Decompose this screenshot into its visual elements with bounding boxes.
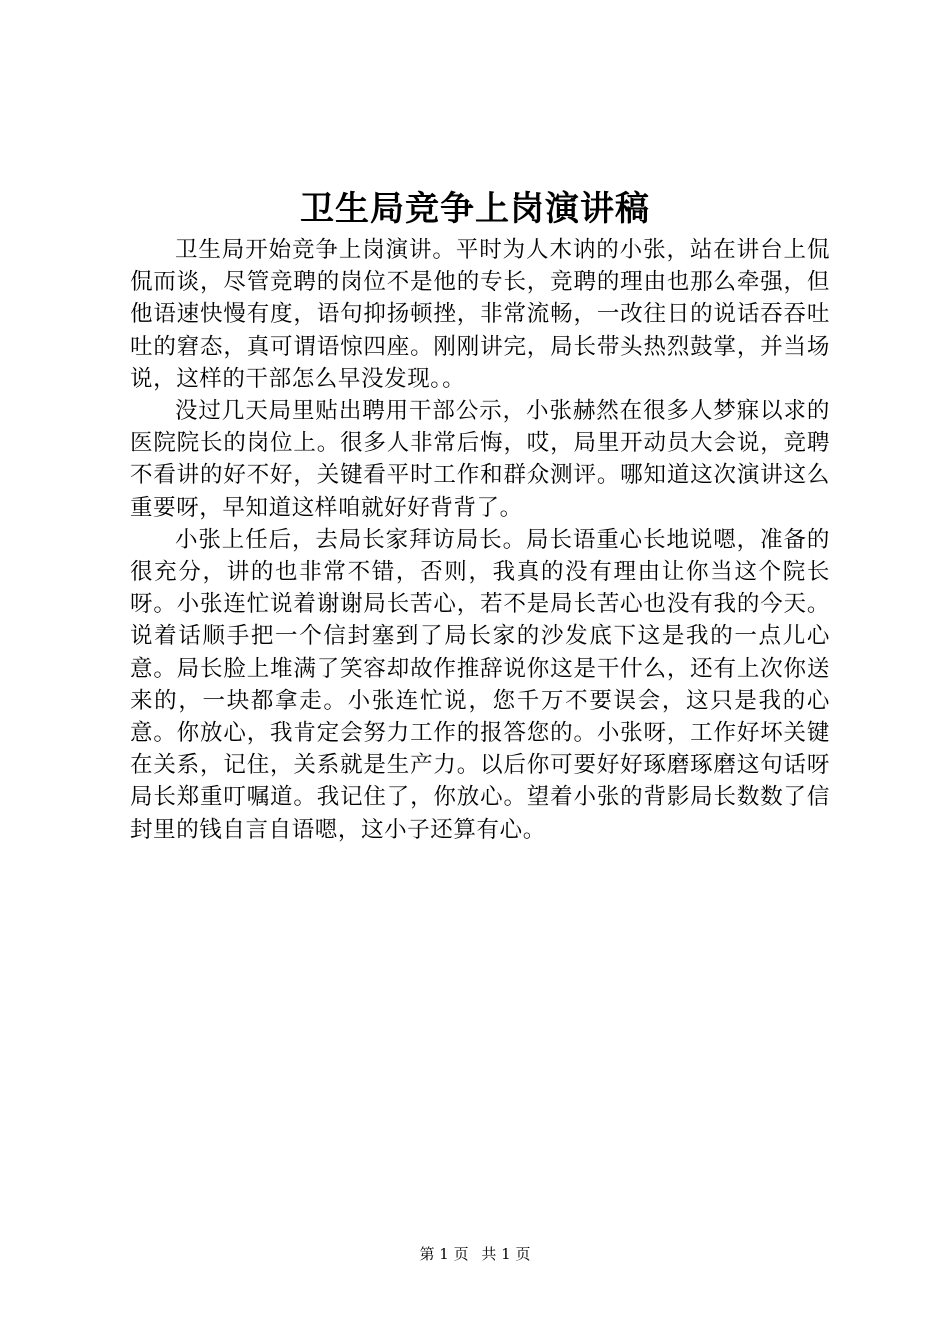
paragraph-3: 小张上任后，去局长家拜访局长。局长语重心长地说嗯，准备的很充分，讲的也非常不错，否则，我真的没有理由让你当这个院长呀。小张连忙说着谢谢局长苦心，若不是局长苦心也没有我的今天。说着话顺手把一个信封塞到了局长家的沙发底下这是我的一点儿心意。局长脸上堆满了笑容却故作推辞说你这是干什么，还有上次你送来的，一块都拿走。小张连忙说，您千万不要误会，这只是我的心意。你放心，我肯定会努力工作的报答您的。小张呀，工作好坏关键在关系，记住，关系就是生产力。以后你可要好好琢磨琢磨这句话呀局长郑重叮嘱道。我记住了，你放心。望着小张的背影局长数数了信封里的钱自言自语嗯，这小子还算有心。 <box>130 526 830 843</box>
page-total: 共 1 页 <box>481 1245 531 1263</box>
paragraph-1: 卫生局开始竞争上岗演讲。平时为人木讷的小张，站在讲台上侃侃而谈，尽管竞聘的岗位不是他的专长，竞聘的理由也那么牵强，但他语速快慢有度，语句抑扬顿挫，非常流畅，一改往日的说话吞吞吐吐的窘态，真可谓语惊四座。刚刚讲完，局长带头热烈鼓掌，并当场说，这样的干部怎么早没发现。。 <box>130 237 830 392</box>
page-footer <box>0 1244 950 1264</box>
paragraph-2: 没过几天局里贴出聘用干部公示，小张赫然在很多人梦寐以求的医院院长的岗位上。很多人非常后悔，哎，局里开动员大会说，竞聘不看讲的好不好，关键看平时工作和群众测评。哪知道这次演讲这么重要呀，早知道这样咱就好好背背了。 <box>130 398 830 521</box>
page-number: 第 1 页 <box>419 1245 469 1263</box>
document-title: 卫生局竞争上岗演讲稿 <box>300 189 650 229</box>
document-body <box>130 234 830 846</box>
